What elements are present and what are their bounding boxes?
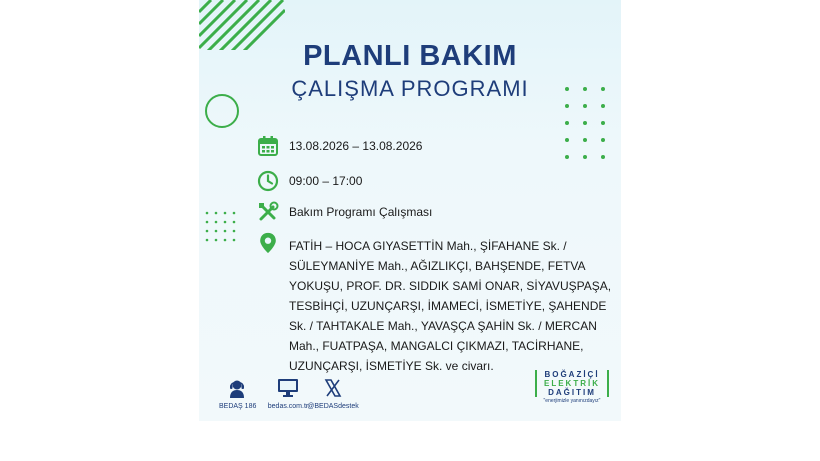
clock-icon [257, 170, 279, 192]
time-range: 09:00 – 17:00 [289, 174, 363, 188]
calendar-icon [257, 135, 279, 157]
brand-tagline: "enerjimizle yanınızdayız" [543, 398, 601, 404]
tools-icon [257, 201, 279, 223]
website-item[interactable] [263, 378, 313, 410]
page-subtitle: ÇALIŞMA PROGRAMI [291, 76, 529, 101]
social-item[interactable] [307, 378, 359, 410]
x-logo-icon [324, 378, 342, 398]
call-center-item[interactable] [219, 378, 255, 410]
address-text: FATİH – HOCA GIYASETTİN Mah., ŞİFAHANE Sk. / SÜLEYMANİYE Mah., AĞIZLIKÇI, BAHŞENDE, FETVA YOKUŞU, PROF. DR. SIDDIK SAMİ ONAR, SİYAVUŞPAŞA, TESBİHÇİ, UZUNÇARŞI, İMAMECİ, İSMETİYE, ŞAHENDE Sk. / TAHTAKALE Mah., YAVAŞÇA ŞAHİN Sk. / MERCAN Mah., FUATPAŞA, MANGALCI ÇIKMAZI, TACİRHANE, UZUNÇARŞI, İSMETİYE Sk. ve civarı. [289, 239, 612, 373]
announcement-card [199, 0, 621, 421]
location-pin-icon [257, 232, 279, 254]
date-range: 13.08.2026 – 13.08.2026 [289, 139, 423, 153]
website-label: bedas.com.tr [267, 403, 309, 410]
page-title: PLANLI BAKIM [303, 40, 517, 72]
headset-agent-icon [227, 378, 247, 398]
monitor-icon [277, 378, 299, 398]
social-label: @BEDASdestek [307, 403, 359, 410]
brand-line3: DAĞITIM [548, 388, 596, 397]
decorative-dots-left [204, 210, 238, 244]
call-center-label: BEDAŞ 186 [219, 403, 257, 410]
brand-line2: ELEKTRİK [544, 379, 600, 388]
company-logo [535, 370, 609, 404]
work-type: Bakım Programı Çalışması [289, 205, 433, 219]
brand-line1: BOĞAZİÇİ [544, 370, 600, 379]
